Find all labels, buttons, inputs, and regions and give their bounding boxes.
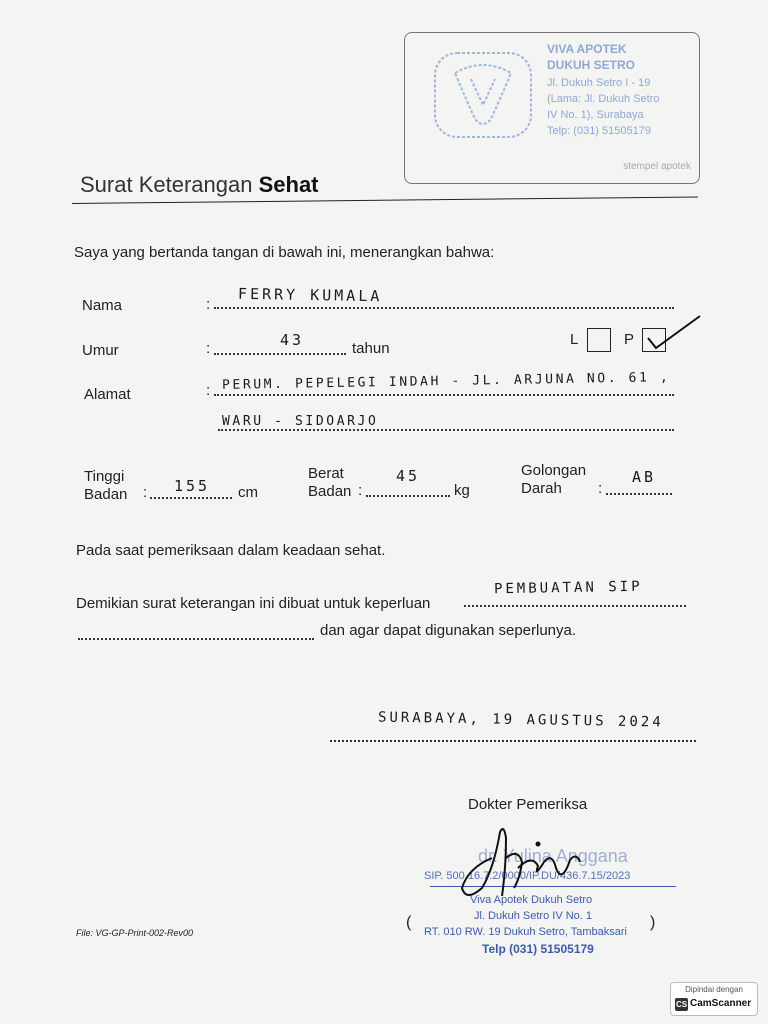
gender-l-label: L — [570, 331, 579, 348]
stamp-phone: Telp: (031) 51505179 — [547, 125, 651, 137]
stamp-address-line3: IV No. 1), Surabaya — [547, 109, 644, 121]
umur-unit: tahun — [352, 340, 390, 357]
camscanner-brand: CamScanner — [690, 998, 752, 1009]
signature-stamp-line4: Telp (031) 51505179 — [482, 942, 594, 956]
umur-dotted-line — [214, 353, 346, 355]
berat-label-1: Berat — [308, 465, 344, 482]
tinggi-dotted-line — [150, 497, 232, 499]
purpose-dotted-line — [464, 605, 686, 607]
place-date-dotted-line — [330, 740, 696, 742]
doctor-license: SIP. 500.16.7.2/0000/IP.DU/436.7.15/2023 — [424, 870, 631, 882]
place-date-value: SURABAYA, 19 AGUSTUS 2024 — [377, 709, 664, 731]
alamat-dotted-line-2 — [218, 429, 674, 431]
pharmacy-stamp-box — [404, 32, 700, 184]
alamat-colon: : — [206, 382, 211, 399]
gender-p-label: P — [624, 331, 635, 348]
golongan-label-1: Golongan — [521, 462, 587, 479]
berat-dotted-line — [366, 495, 450, 497]
alamat-value-line1: PERUM. PEPELEGI INDAH - JL. ARJUNA NO. 61 , — [221, 370, 671, 393]
signature-stamp-line1: Viva Apotek Dukuh Setro — [470, 894, 593, 906]
tinggi-value: 155 — [174, 477, 211, 495]
stamp-caption: stempel apotek — [623, 161, 691, 172]
page-title — [80, 172, 319, 198]
purpose-text: Demikian surat keterangan ini dibuat untuk keperluan — [76, 595, 431, 612]
intro-text: Saya yang bertanda tangan di bawah ini, menerangkan bahwa: — [74, 244, 495, 261]
tinggi-colon: : — [143, 484, 148, 501]
berat-colon: : — [358, 482, 363, 499]
golongan-label-2: Darah — [521, 480, 562, 497]
camscanner-badge — [670, 982, 758, 1016]
statement-text: Pada saat pemeriksaan dalam keadaan sehat. — [76, 542, 386, 559]
purpose-continuation-dotted-line — [78, 638, 314, 640]
closing-text: dan agar dapat digunakan seperlunya. — [320, 622, 577, 639]
golongan-value: AB — [632, 468, 657, 486]
camscanner-icon: CS — [675, 1000, 688, 1009]
title-bold: Sehat — [258, 172, 319, 197]
tinggi-unit: cm — [238, 484, 258, 501]
golongan-dotted-line — [606, 493, 672, 495]
stamp-name-line1: VIVA APOTEK — [547, 42, 627, 56]
alamat-dotted-line-1 — [214, 394, 674, 396]
nama-label: Nama — [82, 297, 123, 314]
alamat-value-line2: WARU - SIDOARJO — [222, 414, 379, 429]
purpose-value: PEMBUATAN SIP — [493, 578, 643, 598]
stamp-address-line2: (Lama: Jl. Dukuh Setro — [547, 93, 660, 105]
alamat-label: Alamat — [84, 386, 131, 403]
umur-colon: : — [206, 340, 211, 357]
pharmacy-logo-icon — [431, 49, 535, 141]
nama-value: FERRY KUMALA — [237, 284, 383, 306]
signature-stamp-line2: Jl. Dukuh Setro IV No. 1 — [474, 910, 592, 922]
umur-value: 43 — [280, 331, 305, 349]
tinggi-label-2: Badan — [84, 486, 128, 503]
tinggi-label-1: Tinggi — [84, 468, 125, 485]
signature-paren-open: ( — [406, 914, 412, 931]
checkmark-icon — [638, 312, 704, 356]
berat-label-2: Badan — [308, 483, 352, 500]
umur-label: Umur — [82, 342, 119, 359]
signature-title: Dokter Pemeriksa — [468, 796, 588, 813]
golongan-colon: : — [598, 480, 603, 497]
file-code: File: VG-GP-Print-002-Rev00 — [76, 928, 194, 938]
stamp-name-line2: DUKUH SETRO — [547, 58, 636, 72]
berat-unit: kg — [454, 482, 470, 499]
gender-l-checkbox — [587, 328, 611, 352]
nama-colon: : — [206, 296, 211, 313]
doctor-name: dr. Yulina Anggana — [478, 846, 628, 866]
stamp-address-line1: Jl. Dukuh Setro I - 19 — [547, 77, 651, 89]
camscanner-caption: Dipindai dengan — [685, 985, 743, 994]
signature-scribble-icon — [448, 818, 588, 908]
berat-value: 45 — [396, 467, 421, 485]
signature-paren-close: ) — [650, 914, 656, 931]
title-regular: Surat Keterangan — [80, 172, 253, 197]
signature-stamp-line3: RT. 010 RW. 19 Dukuh Setro, Tambaksari — [424, 926, 627, 938]
nama-dotted-line — [214, 307, 674, 309]
